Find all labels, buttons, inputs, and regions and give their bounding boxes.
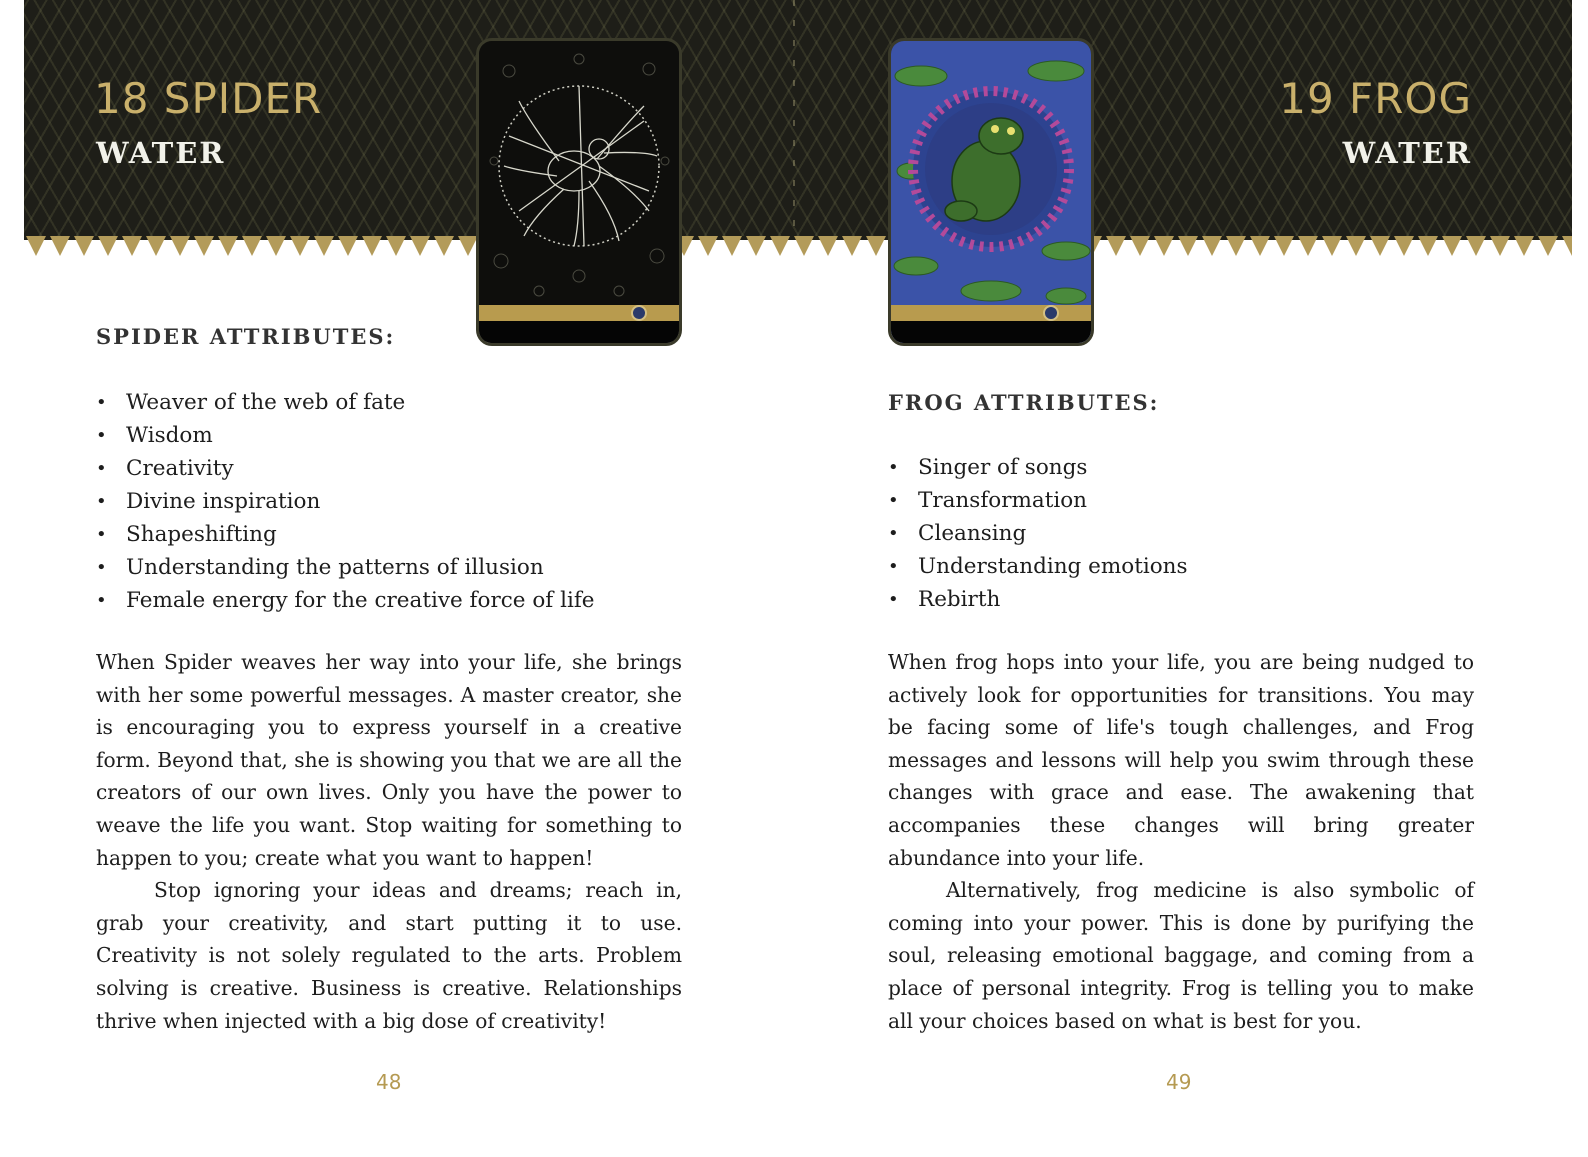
frog-card-title: 19 FROG xyxy=(1279,74,1472,123)
spider-card-image xyxy=(476,38,682,346)
spider-attributes-heading: SPIDER ATTRIBUTES: xyxy=(96,324,396,349)
spider-card-title: 18 SPIDER xyxy=(94,74,323,123)
list-item: • Wisdom xyxy=(96,419,595,452)
list-item: • Shapeshifting xyxy=(96,518,595,551)
paragraph: Stop ignoring your ideas and dreams; reach in, grab your creativity, and start putting it to use. Creativity is not solely regulated to the arts. Problem solving is creative. Business is creative. Relationships thrive when injected with a big dose of creativity! xyxy=(96,878,682,1033)
paragraph: Alternatively, frog medicine is also symbolic of coming into your power. This is done by purifying the soul, releasing emotional baggage, and coming from a place of personal integrity. Frog is telling you to make all your choices based on what is best for you. xyxy=(888,878,1474,1033)
list-item: • Rebirth xyxy=(888,583,1188,616)
list-item: • Singer of songs xyxy=(888,451,1188,484)
frog-element-label: WATER xyxy=(1342,136,1472,170)
frog-card-image xyxy=(888,38,1094,346)
page-spine xyxy=(793,0,795,240)
list-item: • Cleansing xyxy=(888,517,1188,550)
frog-attributes-list xyxy=(888,451,1188,616)
list-item: • Weaver of the web of fate xyxy=(96,386,595,419)
page-number: 48 xyxy=(376,1070,402,1094)
frog-body-text xyxy=(888,646,1474,1037)
banner-fringe xyxy=(24,236,1572,268)
paragraph: When frog hops into your life, you are being nudged to actively look for opportunities for transitions. You may be facing some of life's tough challenges, and Frog messages and lessons will help you swim through these changes with grace and ease. The awakening that accompanies these changes will bring greater abundance into your life. xyxy=(888,650,1474,870)
spider-attributes-list xyxy=(96,386,595,617)
frog-attributes-heading: FROG ATTRIBUTES: xyxy=(888,390,1160,415)
list-item: • Divine inspiration xyxy=(96,485,595,518)
paragraph: When Spider weaves her way into your life, she brings with her some powerful messages. A master creator, she is encouraging you to express yourself in a creative form. Beyond that, she is showing you that we are all the creators of our own lives. Only you have the power to weave the life you want. Stop waiting for something to happen to you; create what you want to happen! xyxy=(96,650,682,870)
page-number: 49 xyxy=(1166,1070,1192,1094)
list-item: • Understanding emotions xyxy=(888,550,1188,583)
list-item: • Female energy for the creative force of life xyxy=(96,584,595,617)
spider-element-label: WATER xyxy=(96,136,226,170)
list-item: • Transformation xyxy=(888,484,1188,517)
spider-body-text xyxy=(96,646,682,1037)
list-item: • Understanding the patterns of illusion xyxy=(96,551,595,584)
list-item: • Creativity xyxy=(96,452,595,485)
